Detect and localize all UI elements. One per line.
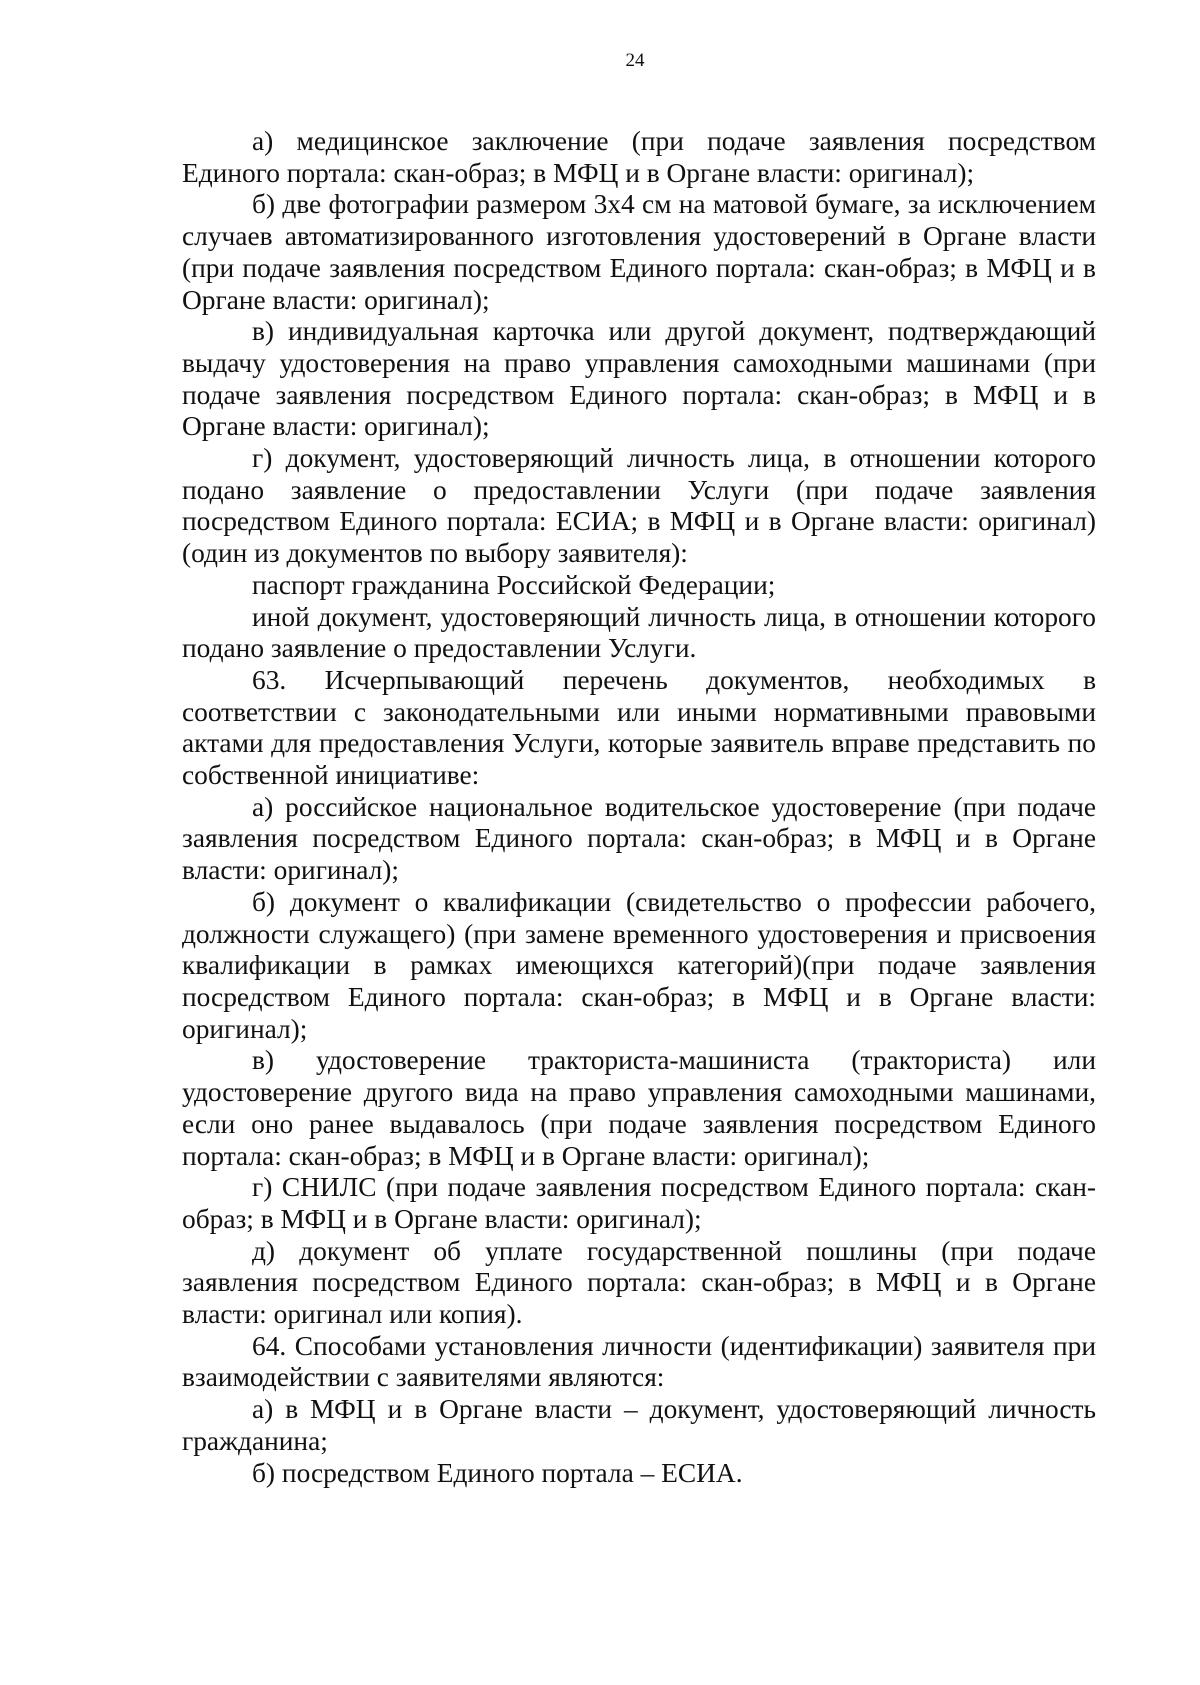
- paragraph-64-item-b-portal: б) посредством Единого портала – ЕСИА.: [252, 1457, 743, 1488]
- paragraph-63-item-b-qualification: б) документ о квалификации (свидетельство о профессии рабочего, должности служащего) (при замене временного удостоверения и присвоения квалификации в рамках имеющихся категорий)(при подаче заявления посредством Единого портала: скан-образ; в МФЦ и в Органе власти: оригинал);: [182, 886, 1096, 1044]
- paragraph-item-v-individual-card: в) индивидуальная карточка или другой документ, подтверждающий выдачу удостоверения на право управления самоходными машинами (при подаче заявления посредством Единого портала: скан-образ; в МФЦ и в Органе власти: оригинал);: [182, 316, 1096, 442]
- paragraph-63-item-a-driving-license: а) российское национальное водительское удостоверение (при подаче заявления посредством Единого портала: скан-образ; в МФЦ и в Органе власти: оригинал);: [182, 791, 1096, 886]
- paragraph-other-identity-document: иной документ, удостоверяющий личность лица, в отношении которого подано заявление о предоставлении Услуги.: [182, 601, 1096, 664]
- document-body: [182, 126, 1096, 1489]
- paragraph-section-63: 63. Исчерпывающий перечень документов, необходимых в соответствии с законодательными или иными нормативными правовыми актами для предоставления Услуги, которые заявитель вправе представить по собственной инициативе:: [182, 664, 1096, 791]
- paragraph-63-item-d-state-fee: д) документ об уплате государственной пошлины (при подаче заявления посредством Единого портала: скан-образ; в МФЦ и в Органе власти: оригинал или копия).: [182, 1235, 1096, 1330]
- paragraph-section-64: 64. Способами установления личности (идентификации) заявителя при взаимодействии с заявителями являются:: [182, 1330, 1096, 1393]
- paragraph-passport: паспорт гражданина Российской Федерации;: [252, 569, 776, 600]
- page-number: 24: [625, 50, 645, 71]
- paragraph-63-item-g-snils: г) СНИЛС (при подаче заявления посредством Единого портала: скан-образ; в МФЦ и в Органе власти: оригинал);: [182, 1172, 1096, 1234]
- paragraph-item-b-photos: б) две фотографии размером 3x4 см на матовой бумаге, за исключением случаев автоматизированного изготовления удостоверений в Органе власти (при подаче заявления посредством Единого портала: скан-образ; в МФЦ и в Органе власти: оригинал);: [182, 189, 1096, 315]
- paragraph-64-item-a-mfc: а) в МФЦ и в Органе власти – документ, удостоверяющий личность гражданина;: [182, 1394, 1096, 1456]
- paragraph-item-a-medical-conclusion: а) медицинское заключение (при подаче заявления посредством Единого портала: скан-образ; в МФЦ и в Органе власти: оригинал);: [182, 126, 1096, 188]
- paragraph-item-g-identity-document: г) документ, удостоверяющий личность лица, в отношении которого подано заявление о предоставлении Услуги (при подаче заявления посредством Единого портала: ЕСИА; в МФЦ и в Органе власти: оригинал) (один из документов по выбору заявителя):: [182, 443, 1096, 569]
- paragraph-63-item-v-tractor-license: в) удостоверение тракториста-машиниста (тракториста) или удостоверение другого вида на право управления самоходными машинами, если оно ранее выдавалось (при подаче заявления посредством Единого портала: скан-образ; в МФЦ и в Органе власти: оригинал);: [182, 1045, 1096, 1171]
